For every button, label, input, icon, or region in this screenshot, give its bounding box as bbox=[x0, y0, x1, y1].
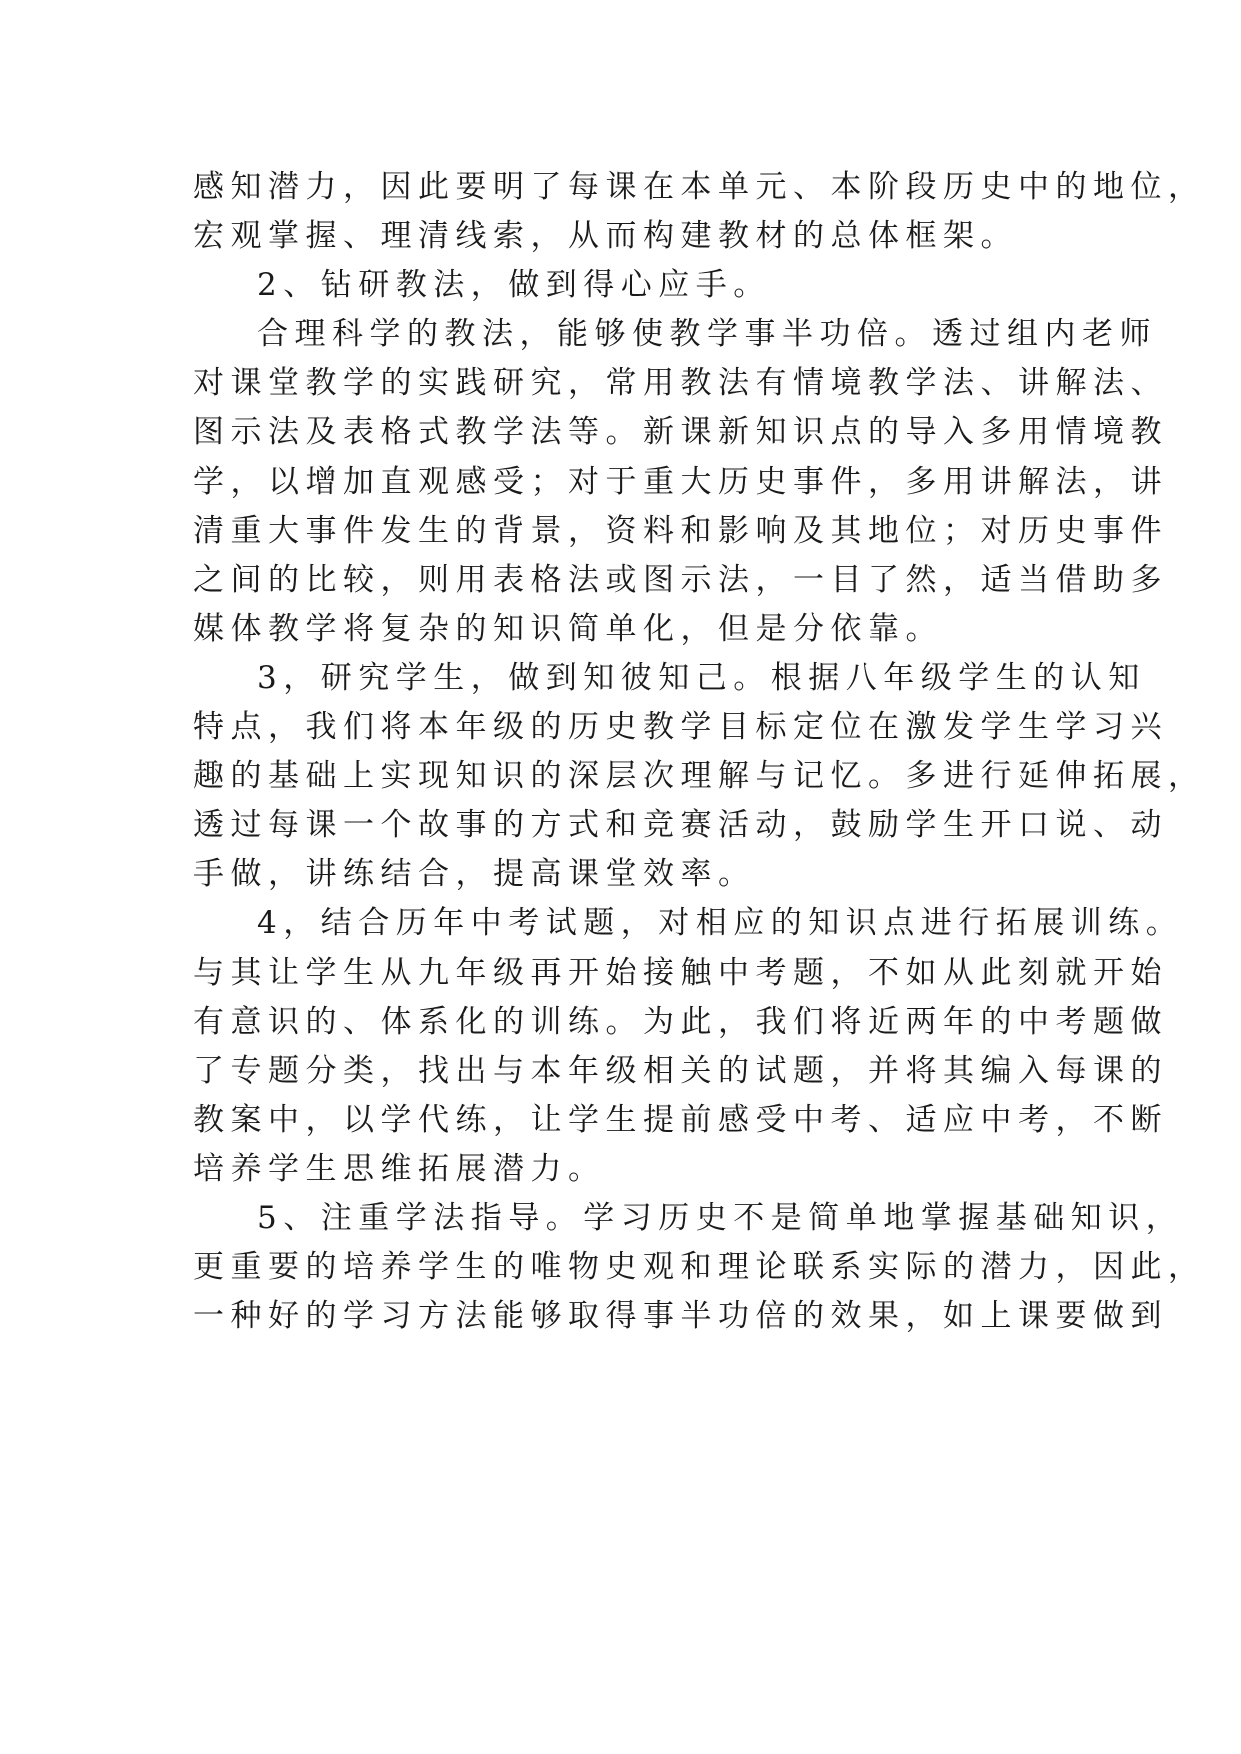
text-line-3: 2、钻研教法，做到得心应手。 bbox=[257, 267, 771, 304]
text-line-19: 了专题分类，找出与本年级相关的试题，并将其编入每课的 bbox=[193, 1052, 1168, 1089]
document-body bbox=[193, 163, 1206, 1341]
text-line-21: 培养学生思维拓展潜力。 bbox=[193, 1150, 606, 1187]
text-line-24: 一种好的学习方法能够取得事半功倍的效果，如上课要做到 bbox=[193, 1298, 1168, 1335]
text-line-7: 学，以增加直观感受；对于重大历史事件，多用讲解法，讲 bbox=[193, 463, 1168, 500]
text-line-5: 对课堂教学的实践研究，常用教法有情境教学法、讲解法、 bbox=[193, 365, 1168, 402]
text-line-13: 趣的基础上实现知识的深层次理解与记忆。多进行延伸拓展， bbox=[193, 758, 1206, 795]
text-line-8: 清重大事件发生的背景，资料和影响及其地位；对历史事件 bbox=[193, 512, 1168, 549]
text-line-2: 宏观掌握、理清线索，从而构建教材的总体框架。 bbox=[193, 218, 1018, 255]
text-line-17: 与其让学生从九年级再开始接触中考题，不如从此刻就开始 bbox=[193, 954, 1168, 991]
text-line-15: 手做，讲练结合，提高课堂效率。 bbox=[193, 856, 756, 893]
text-line-11: 3，研究学生，做到知彼知己。根据八年级学生的认知 bbox=[257, 659, 1146, 696]
text-line-1: 感知潜力，因此要明了每课在本单元、本阶段历史中的地位， bbox=[193, 169, 1206, 205]
text-line-16: 4，结合历年中考试题，对相应的知识点进行拓展训练。 bbox=[257, 905, 1184, 942]
text-line-18: 有意识的、体系化的训练。为此，我们将近两年的中考题做 bbox=[193, 1003, 1168, 1040]
text-line-9: 之间的比较，则用表格法或图示法，一目了然，适当借助多 bbox=[193, 561, 1168, 598]
text-line-22: 5、注重学法指导。学习历史不是简单地掌握基础知识， bbox=[257, 1199, 1184, 1236]
text-line-10: 媒体教学将复杂的知识简单化，但是分依靠。 bbox=[193, 610, 943, 647]
text-line-12: 特点，我们将本年级的历史教学目标定位在激发学生学习兴 bbox=[193, 709, 1168, 746]
text-line-14: 透过每课一个故事的方式和竞赛活动，鼓励学生开口说、动 bbox=[193, 807, 1168, 844]
text-line-23: 更重要的培养学生的唯物史观和理论联系实际的潜力，因此， bbox=[193, 1249, 1206, 1286]
text-line-4: 合理科学的教法，能够使教学事半功倍。透过组内老师 bbox=[257, 316, 1157, 353]
text-line-20: 教案中，以学代练，让学生提前感受中考、适应中考，不断 bbox=[193, 1101, 1168, 1138]
text-line-6: 图示法及表格式教学法等。新课新知识点的导入多用情境教 bbox=[193, 414, 1168, 451]
